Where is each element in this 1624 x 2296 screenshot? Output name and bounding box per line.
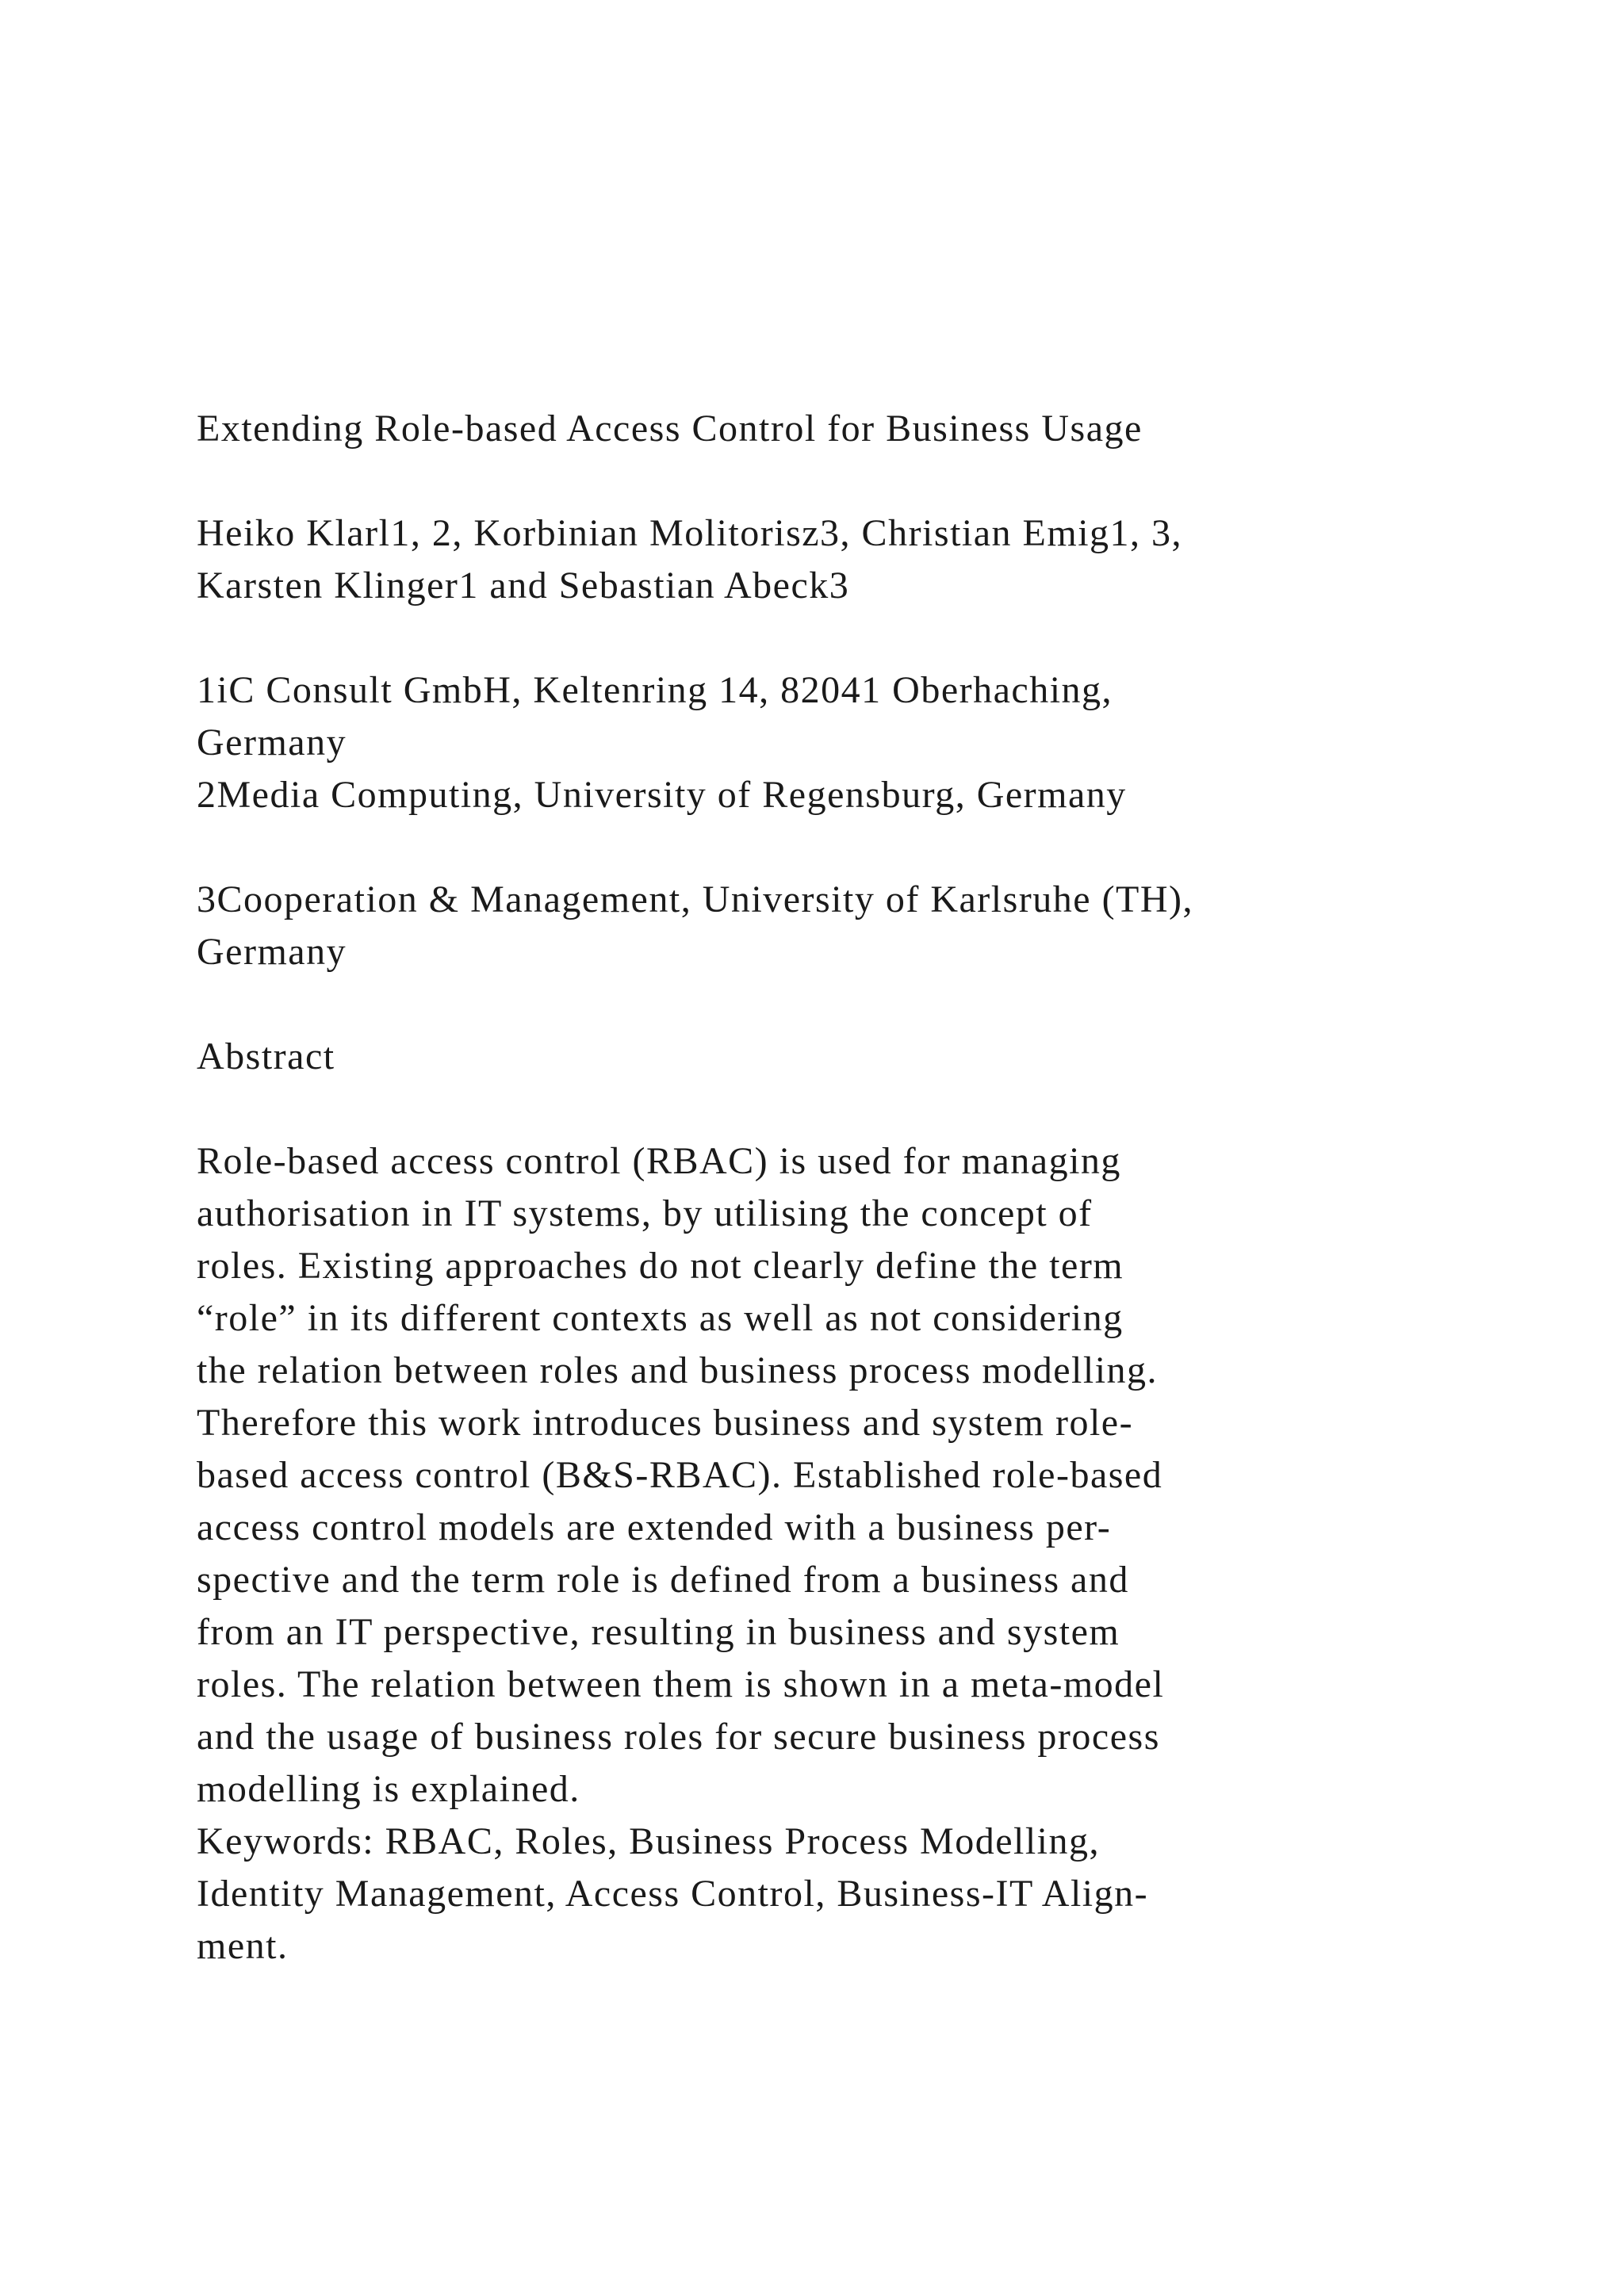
abstract-line: from an IT perspective, resulting in business and system [197, 1611, 1120, 1653]
abstract-line: “role” in its different contexts as well as not considering [197, 1297, 1124, 1339]
abstract-body [197, 1135, 1561, 1816]
affiliation-line: 3Cooperation & Management, University of Karlsruhe (TH), [197, 878, 1194, 920]
abstract-line: roles. Existing approaches do not clearly define the term [197, 1245, 1124, 1287]
abstract-line: Role-based access control (RBAC) is used for managing [197, 1140, 1121, 1182]
keywords-line: Identity Management, Access Control, Business-IT Align- [197, 1873, 1149, 1915]
affiliations-block [197, 874, 1561, 978]
author-list [197, 507, 1561, 612]
author-line: Karsten Klinger1 and Sebastian Abeck3 [197, 564, 850, 607]
author-line: Heiko Klarl1, 2, Korbinian Molitorisz3, Christian Emig1, 3, [197, 512, 1183, 554]
abstract-line: modelling is explained. [197, 1768, 580, 1810]
affiliation-line: Germany [197, 721, 347, 763]
keywords-line: Keywords: RBAC, Roles, Business Process Modelling, [197, 1820, 1101, 1862]
affiliations-block [197, 664, 1561, 821]
paper-title [197, 403, 1561, 455]
abstract-line: roles. The relation between them is shown in a meta-model [197, 1663, 1165, 1705]
abstract-line: and the usage of business roles for secure business process [197, 1716, 1160, 1758]
abstract-line: access control models are extended with a business per- [197, 1506, 1112, 1548]
keywords-block [197, 1816, 1561, 1973]
affiliation-line: 1iC Consult GmbH, Keltenring 14, 82041 Oberhaching, [197, 669, 1113, 711]
abstract-line: Therefore this work introduces business and system role- [197, 1402, 1134, 1444]
abstract-line: the relation between roles and business process modelling. [197, 1349, 1159, 1391]
keywords-line: ment. [197, 1925, 289, 1967]
affiliation-line: Germany [197, 931, 347, 973]
affiliation-line: 2Media Computing, University of Regensburg, Germany [197, 774, 1127, 816]
abstract-line: spective and the term role is defined from a business and [197, 1559, 1129, 1601]
title-line: Extending Role-based Access Control for Business Usage [197, 408, 1143, 450]
abstract-heading [197, 1031, 1561, 1083]
abstract-line: based access control (B&S-RBAC). Established role-based [197, 1454, 1163, 1496]
abstract-line: authorisation in IT systems, by utilising the concept of [197, 1192, 1093, 1234]
abstract-heading-text: Abstract [197, 1035, 335, 1077]
